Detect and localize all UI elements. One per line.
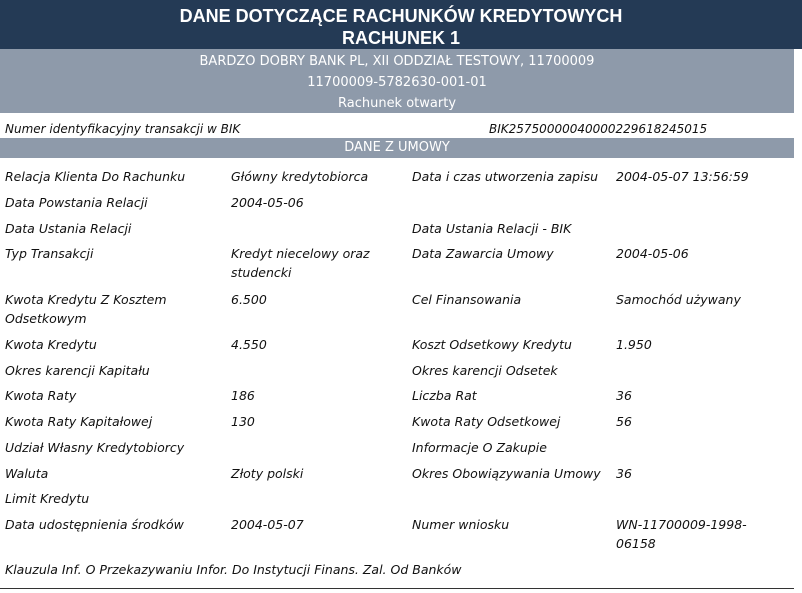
field-label: Data Powstania Relacji <box>5 195 148 210</box>
field-label: Relacja Klienta Do Rachunku <box>5 169 186 184</box>
field-value: 56 <box>616 414 632 429</box>
field-value: 36 <box>616 466 632 481</box>
field-value: 1.950 <box>616 337 652 352</box>
field-value: Kredyt niecelowy oraz studencki <box>231 246 370 280</box>
field-value: Złoty polski <box>231 466 304 481</box>
field-value: Główny kredytobiorca <box>231 169 369 184</box>
field-label: Waluta <box>5 466 49 481</box>
field-label: Okres karencji Odsetek <box>412 363 558 378</box>
field-value: 2004-05-06 <box>616 246 689 261</box>
bank-info-bar <box>0 49 794 113</box>
field-label: Informacje O Zakupie <box>412 440 547 455</box>
field-label: Kwota Raty Kapitałowej <box>5 414 153 429</box>
field-label: Liczba Rat <box>412 388 477 403</box>
report-title: DANE DOTYCZĄCE RACHUNKÓW KREDYTOWYCH <box>179 6 623 26</box>
field-label: Cel Finansowania <box>412 292 522 307</box>
report-title-bar <box>0 0 802 49</box>
field-label: Kwota Kredytu Z Kosztem Odsetkowym <box>5 292 167 326</box>
field-label: Udział Własny Kredytobiorcy <box>5 440 185 455</box>
account-number: 11700009-5782630-001-01 <box>307 75 487 90</box>
field-label: Okres karencji Kapitału <box>5 363 150 378</box>
field-value: 6.500 <box>231 292 267 307</box>
account-heading: RACHUNEK 1 <box>341 28 460 48</box>
field-value: 186 <box>231 388 255 403</box>
bik-transaction-value: BIK25750000040000229618245015 <box>489 122 708 136</box>
account-status: Rachunek otwarty <box>337 96 457 111</box>
field-value: 36 <box>616 388 632 403</box>
field-label: Data i czas utworzenia zapisu <box>412 169 599 184</box>
field-label: Data udostępnienia środków <box>5 517 184 532</box>
field-label: Limit Kredytu <box>5 491 90 506</box>
field-value: WN-11700009-1998-06158 <box>616 517 747 551</box>
field-value: 2004-05-07 <box>231 517 304 532</box>
field-label: Data Zawarcia Umowy <box>412 246 554 261</box>
bik-transaction-label: Numer identyfikacyjny transakcji w BIK <box>5 122 241 136</box>
field-label: Numer wniosku <box>412 517 510 532</box>
field-value: 2004-05-06 <box>231 195 304 210</box>
field-label: Data Ustania Relacji - BIK <box>412 221 572 236</box>
bottom-divider <box>0 588 794 589</box>
field-value: 2004-05-07 13:56:59 <box>616 169 749 184</box>
field-value: Samochód używany <box>616 292 741 307</box>
field-label: Kwota Kredytu <box>5 337 97 352</box>
field-label: Typ Transakcji <box>5 246 94 261</box>
field-label: Okres Obowiązywania Umowy <box>412 466 601 481</box>
contract-section-header: DANE Z UMOWY <box>0 138 794 158</box>
field-value: 4.550 <box>231 337 267 352</box>
field-label: Koszt Odsetkowy Kredytu <box>412 337 572 352</box>
field-label: Data Ustania Relacji <box>5 221 132 236</box>
field-label: Kwota Raty <box>5 388 77 403</box>
bank-name: BARDZO DOBRY BANK PL, XII ODDZIAŁ TESTOWY, 11700009 <box>199 54 595 69</box>
footer-clause: Klauzula Inf. O Przekazywaniu Infor. Do Instytucji Finans. Zal. Od Banków <box>5 562 462 577</box>
field-label: Kwota Raty Odsetkowej <box>412 414 561 429</box>
field-value: 130 <box>231 414 255 429</box>
